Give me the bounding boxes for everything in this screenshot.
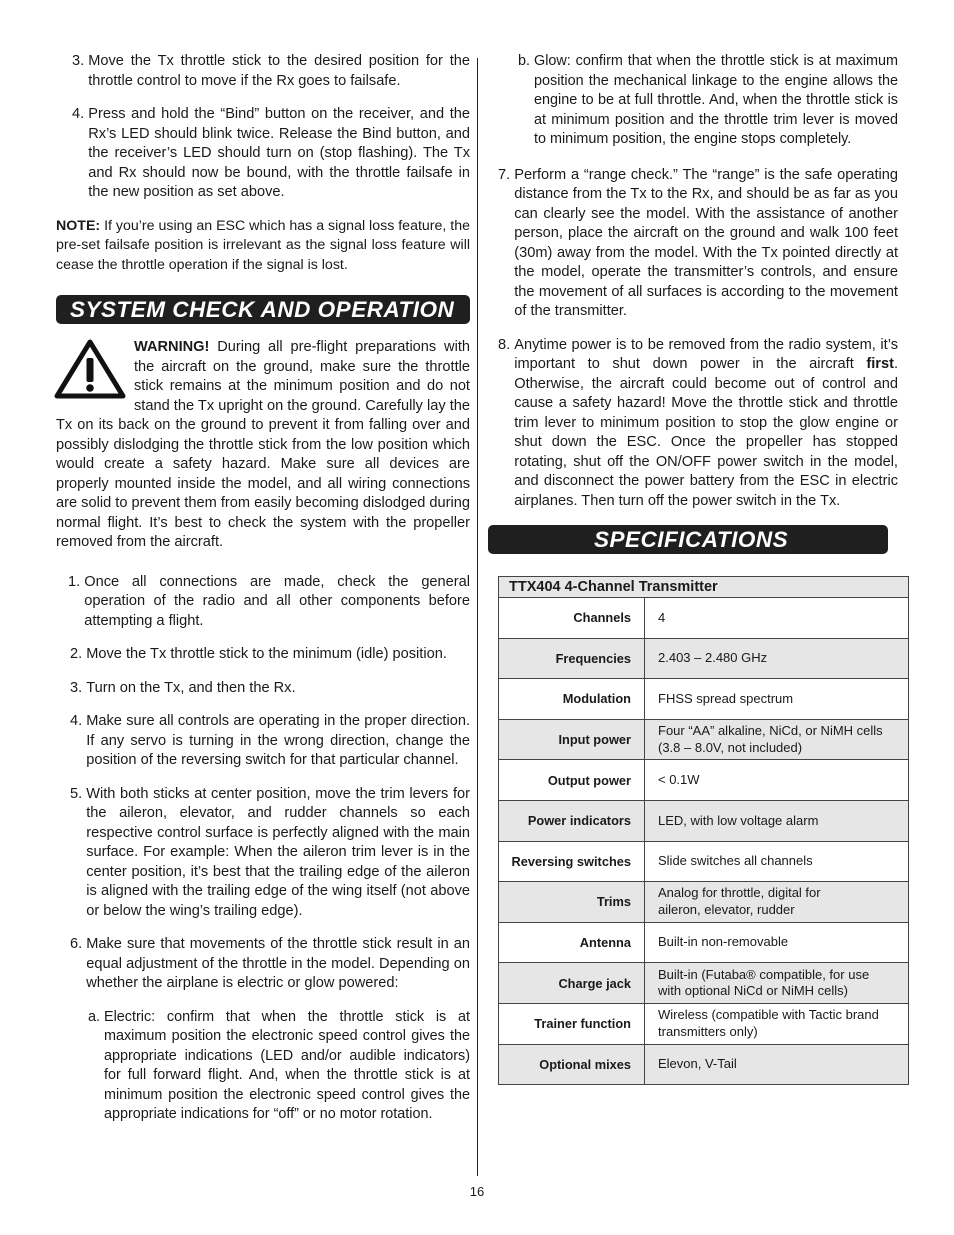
spec-table: [498, 576, 909, 1085]
step-text: Make sure that movements of the throttle stick result in an equal adjustment of the throttle in the model. Depending on whether the airplane is electric or glow powered:: [86, 936, 470, 991]
sub-item-letter: a.: [88, 1008, 104, 1025]
spec-value-line: Four “AA” alkaline, NiCd, or NiMH cells: [658, 723, 883, 739]
table-row: [499, 882, 909, 923]
spec-value-line: 2.403 – 2.480 GHz: [658, 650, 768, 666]
step-number: 6.: [70, 936, 87, 952]
note-text: If you’re using an ESC which has a signal loss feature, the pre-set failsafe position is irrelevant as the signal loss feature will cease the throttle operation if the signal is lost.: [56, 217, 471, 273]
spec-label: Trainer function: [499, 1003, 645, 1044]
spec-label: Input power: [499, 719, 645, 760]
spec-value: [645, 719, 909, 760]
step-number: 4.: [70, 713, 87, 729]
step-text: Move the Tx throttle stick to the desired position for the throttle control to move if the Rx goes to failsafe.: [88, 53, 470, 89]
spec-label: Reversing switches: [499, 841, 645, 882]
step-text: Turn on the Tx, and then the Rx.: [86, 679, 296, 696]
step-number: 8.: [498, 336, 515, 353]
table-row: [499, 719, 909, 760]
step-text: Press and hold the “Bind” button on the receiver, and the Rx’s LED should blink twice. Release the Bind button, and the receiver’s LED should turn on (stop flashing). The Tx and Rx should now be bound, with the throttle failsafe in the new position as set above.: [88, 106, 470, 200]
list-item: [56, 679, 470, 699]
spec-label: Trims: [499, 882, 645, 923]
right-column: [498, 52, 898, 1085]
list-item: [56, 785, 470, 922]
spec-label: Output power: [499, 760, 645, 801]
table-row: [499, 679, 909, 720]
warning-triangle-icon: [54, 338, 126, 400]
spec-label: Modulation: [499, 679, 645, 720]
spec-value-line: aileron, elevator, rudder: [658, 901, 795, 917]
spec-value: [645, 841, 909, 882]
list-item: [56, 52, 470, 91]
spec-value-line: LED, with low voltage alarm: [658, 812, 819, 828]
spec-value-line: Built-in non-removable: [658, 934, 789, 950]
spec-value: [645, 679, 909, 720]
spec-value-line: FHSS spread spectrum: [658, 690, 794, 706]
column-divider: [477, 58, 478, 1176]
sub-item-letter: b.: [518, 53, 534, 69]
sub-item-electric: [56, 1008, 470, 1125]
list-item: [56, 645, 470, 665]
spec-value-line: < 0.1W: [658, 771, 700, 787]
spec-table-title: TTX404 4-Channel Transmitter: [499, 577, 909, 598]
section-title-system-check: SYSTEM CHECK AND OPERATION: [56, 295, 470, 324]
left-column: [56, 52, 470, 1125]
spec-label: Channels: [499, 598, 645, 639]
step-number: 2.: [70, 646, 87, 662]
spec-value: [645, 882, 909, 923]
step-number: 7.: [498, 166, 515, 183]
table-row: [499, 1003, 909, 1044]
spec-label: Power indicators: [499, 800, 645, 841]
spec-value: [645, 760, 909, 801]
spec-label: Antenna: [499, 922, 645, 963]
spec-value: [645, 963, 909, 1004]
table-row: [499, 598, 909, 639]
step-text: Once all connections are made, check the general operation of the radio and all other components before attempting a flight.: [84, 573, 470, 629]
step-number: 3.: [72, 53, 89, 69]
table-row: [499, 638, 909, 679]
table-row: [499, 963, 909, 1004]
step-text: With both sticks at center position, move the trim levers for the aileron, elevator, and rudder channels so each respective control surface is perfectly aligned with the main surface. For example: When the aileron trim lever is in the center position, it’s best that the trailing edge of the aileron is aligned with the trailing edge of the wing itself (not above or below the wing’s trailing edge).: [86, 785, 470, 919]
list-item: [498, 166, 898, 322]
note-label: NOTE:: [56, 217, 101, 234]
warning-text: During all pre-flight preparations with the aircraft on the ground, make sure the throttle stick remains at the minimum position and do not stand the Tx upright on the ground. Carefully lay the Tx on its back on the ground to prevent it from falling over and possibly dislodging the throttle stick from the low position which would create a safety hazard. Make sure all devices are properly mounted inside the model, and all wiring connections are solid to prevent them from easily becoming dislodged during normal flight. It’s best to check the system with the propeller removed from the aircraft.: [56, 339, 470, 550]
step-text: Anytime power is to be removed from the radio system, it’s important to shut down power in the aircraft first. Otherwise, the aircraft could become out of control and cause a safety hazard! Move the throttle stick and throttle trim lever to minimum position to stop the glow engine or shut down the ESC. Once the propeller has stopped rotating, shut off the ON/OFF power switch in the model, and disconnect the power battery from the ESC in electric airplanes. Then turn off the power switch in the Tx.: [514, 336, 898, 509]
spec-label: Frequencies: [499, 638, 645, 679]
table-row: [499, 800, 909, 841]
sub-item-text: Electric: confirm that when the throttle stick is at maximum position the electronic speed control gives the appropriate indications (LED and/or audible indicators) for full forward flight. And, when the throttle stick is at minimum position the electronic speed control gives the appropriate indications for “off” or no motor rotation.: [104, 1008, 470, 1122]
step-text: Perform a “range check.” The “range” is the safe operating distance from the Tx to the Rx, and should be as far as you can clearly see the model. With the assistance of another person, place the aircraft on the ground and walk 100 feet (30m) away from the model. With the Tx pointed directly at the model, operate the transmitter’s controls, and ensure the movement of all surfaces is according to the movement of the transmitter.: [514, 166, 898, 319]
spec-value-line: Analog for throttle, digital for: [658, 885, 821, 901]
list-item: [56, 105, 470, 203]
warning-paragraph: [56, 338, 470, 553]
table-row: [499, 922, 909, 963]
section-title-specifications: SPECIFICATIONS: [488, 525, 888, 554]
spec-value-line: transmitters only): [658, 1023, 758, 1039]
list-item: [56, 935, 470, 994]
step-number: 5.: [70, 785, 87, 802]
spec-value-line: Slide switches all channels: [658, 853, 813, 869]
spec-value: [645, 922, 909, 963]
table-row: [499, 760, 909, 801]
step-text: Move the Tx throttle stick to the minimum (idle) position.: [86, 646, 447, 662]
spec-value-line: 4: [658, 609, 666, 625]
spec-table-body: [499, 598, 909, 1085]
spec-value-line: Built-in (Futaba® compatible, for use: [658, 966, 870, 982]
table-row: [499, 1044, 909, 1085]
spec-label: Charge jack: [499, 963, 645, 1004]
spec-value-line: (3.8 – 8.0V, not included): [658, 739, 803, 755]
list-item: [56, 573, 470, 632]
sub-item-glow: [498, 52, 898, 150]
list-item: [498, 336, 898, 512]
warning-label: WARNING!: [134, 339, 210, 355]
sub-item-text: Glow: confirm that when the throttle stick is at maximum position the mechanical linkage to the engine allows the engine to be at full throttle. And, when the throttle stick is at minimum position and the throttle trim lever is moved to minimum position, the engine stops completely.: [534, 53, 898, 147]
note-paragraph: [56, 217, 470, 276]
spec-value: [645, 598, 909, 639]
spec-value-line: Wireless (compatible with Tactic brand: [658, 1007, 879, 1023]
step-number: 4.: [72, 106, 89, 122]
spec-value-line: with optional NiCd or NiMH cells): [658, 983, 848, 999]
spec-value: [645, 800, 909, 841]
table-row: [499, 841, 909, 882]
spec-value-line: Elevon, V-Tail: [658, 1056, 737, 1072]
spec-value: [645, 638, 909, 679]
step-text: Make sure all controls are operating in the proper direction. If any servo is turning in the wrong direction, change the position of the reversing switch for that particular channel.: [86, 713, 470, 768]
spec-label: Optional mixes: [499, 1044, 645, 1085]
spec-value: [645, 1044, 909, 1085]
page-number: 16: [469, 1184, 485, 1199]
step-number: 1.: [68, 573, 85, 590]
list-item: [56, 712, 470, 771]
spec-value: [645, 1003, 909, 1044]
step-number: 3.: [70, 679, 87, 696]
